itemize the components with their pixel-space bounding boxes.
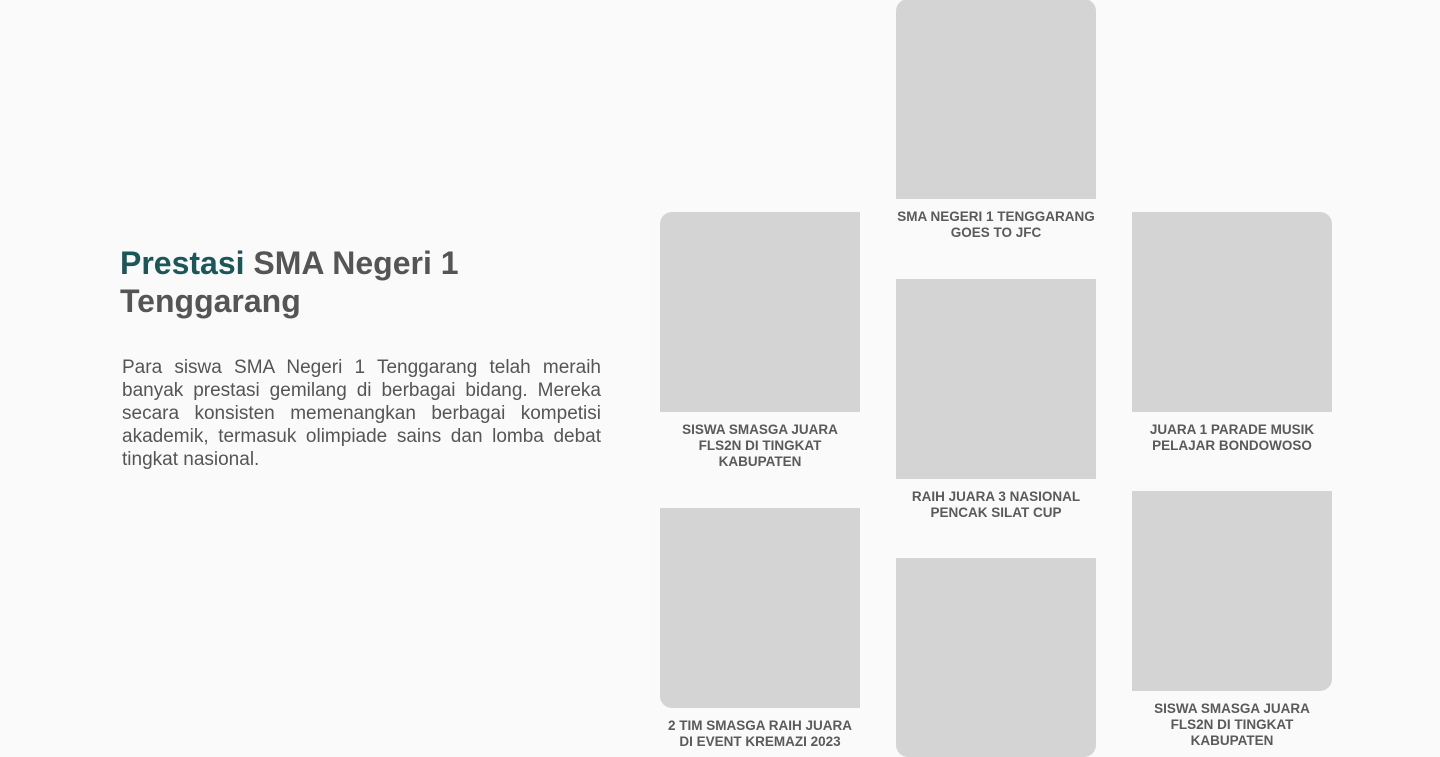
gallery-card[interactable]: [896, 558, 1096, 757]
gallery-image[interactable]: [1132, 491, 1332, 691]
section-title-accent: Prestasi: [120, 245, 245, 281]
gallery-caption: SISWA SMASGA JUARA FLS2N DI TINGKAT KABUPATEN: [1154, 701, 1310, 748]
section-description: Para siswa SMA Negeri 1 Tenggarang telah meraih banyak prestasi gemilang di berbagai bidang. Mereka secara konsisten memenangkan berbagai kompetisi akademik, termasuk olimpiade sains dan lomba debat tingkat nasional.: [122, 357, 601, 470]
gallery-caption: SMA NEGERI 1 TENGGARANG GOES TO JFC: [897, 209, 1095, 240]
gallery-image[interactable]: [896, 0, 1096, 199]
gallery-caption: JUARA 1 PARADE MUSIK PELAJAR BONDOWOSO: [1149, 422, 1315, 453]
gallery-image[interactable]: [660, 508, 860, 708]
section-title-rest: SMA Negeri 1 Tenggarang: [120, 245, 459, 319]
gallery-card[interactable]: [1132, 212, 1332, 454]
gallery-card[interactable]: [1132, 491, 1332, 749]
gallery-card[interactable]: [660, 212, 860, 470]
gallery-image[interactable]: [1132, 212, 1332, 412]
gallery-image[interactable]: [896, 558, 1096, 757]
section-title: [120, 244, 600, 320]
gallery-card[interactable]: [896, 279, 1096, 521]
gallery-caption: RAIH JUARA 3 NASIONAL PENCAK SILAT CUP: [911, 489, 1081, 520]
gallery-card[interactable]: [896, 0, 1096, 241]
gallery-caption: 2 TIM SMASGA RAIH JUARA DI EVENT KREMAZI 2023: [667, 718, 852, 749]
gallery-image[interactable]: [660, 212, 860, 412]
gallery-image[interactable]: [896, 279, 1096, 479]
gallery-caption: SISWA SMASGA JUARA FLS2N DI TINGKAT KABUPATEN: [682, 422, 838, 469]
gallery-card[interactable]: [660, 508, 860, 750]
